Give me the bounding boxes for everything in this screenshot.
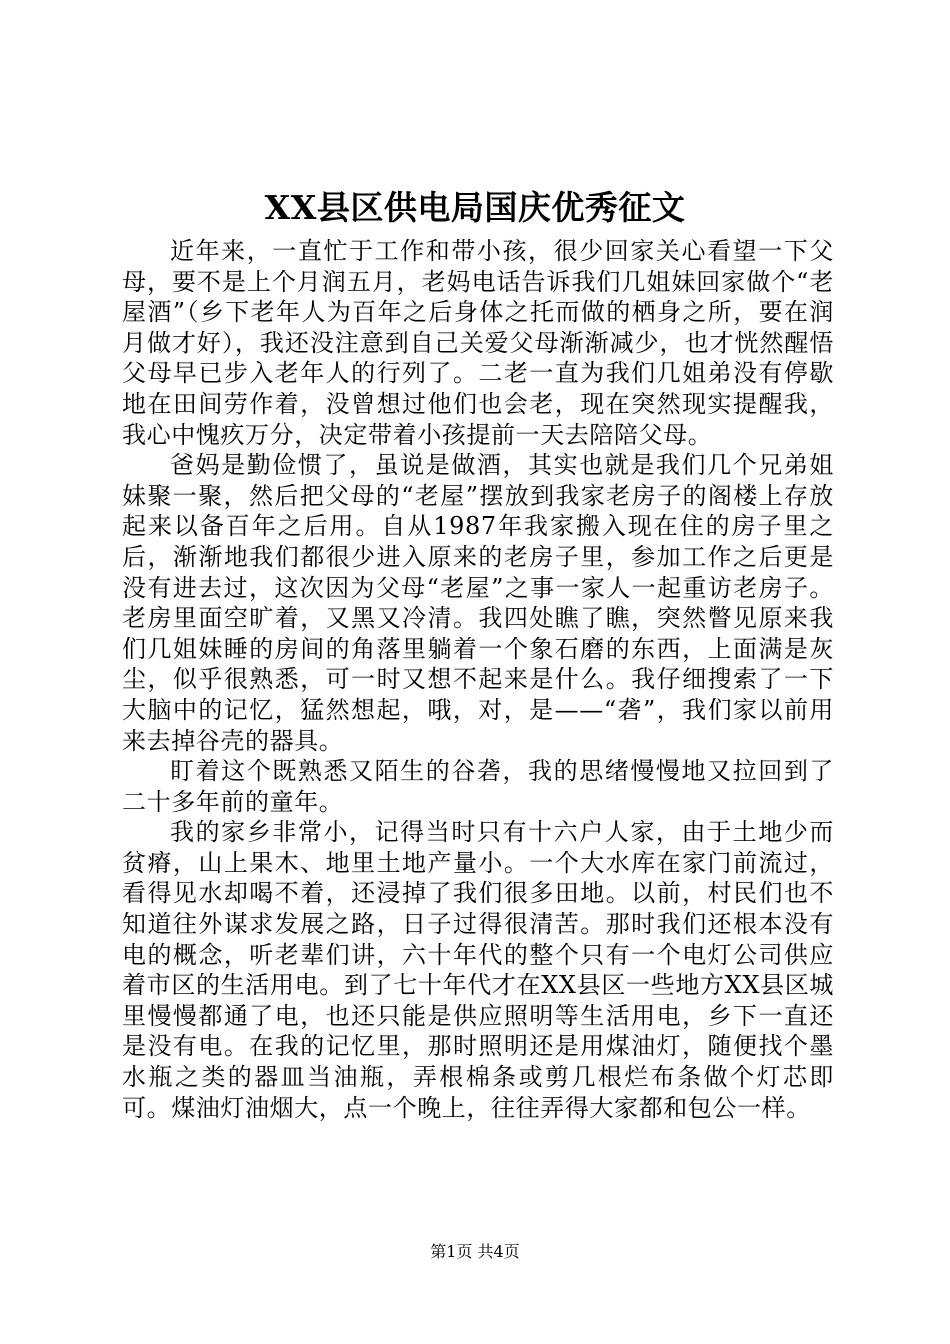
page-number-footer: 第1页 共4页 xyxy=(430,1242,520,1261)
paragraph-3: 盯着这个既熟悉又陌生的谷砻，我的思绪慢慢地又拉回到了二十多年前的童年。 xyxy=(122,757,834,816)
paragraph-4: 我的家乡非常小，记得当时只有十六户人家，由于土地少而贫瘠，山上果木、地里土地产量小。一个大水库在家门前流过，看得见水却喝不着，还浸掉了我们很多田地。以前，村民们也不知道往外谋求发展之路，日子过得很清苦。那时我们还根本没有电的概念，听老辈们讲，六十年代的整个只有一个电灯公司供应着市区的生活用电。到了七十年代才在XX县区一些地方XX县区城里慢慢都通了电，也还只能是供应照明等生活用电，乡下一直还是没有电。在我的记忆里，那时照明还是用煤油灯，随便找个墨水瓶之类的器皿当油瓶，弄根棉条或剪几根烂布条做个灯芯即可。煤油灯油烟大，点一个晚上，往往弄得大家都和包公一样。 xyxy=(122,818,834,1122)
paragraph-1: 近年来，一直忙于工作和带小孩，很少回家关心看望一下父母，要不是上个月润五月，老妈电话告诉我们几姐妹回家做个“老屋酒”（乡下老年人为百年之后身体之托而做的栖身之所，要在润月做才好），我还没注意到自己关爱父母渐渐减少，也才恍然醒悟父母早已步入老年人的行列了。二老一直为我们几姐弟没有停歇地在田间劳作着，没曾想过他们也会老，现在突然现实提醒我，我心中愧疚万分，决定带着小孩提前一天去陪陪父母。 xyxy=(122,237,834,449)
paragraph-2: 爸妈是勤俭惯了，虽说是做酒，其实也就是我们几个兄弟姐妹聚一聚，然后把父母的“老屋”摆放到我家老房子的阁楼上存放起来以备百年之后用。自从1987年我家搬入现在住的房子里之后，渐渐地我们都很少进入原来的老房子里，参加工作之后更是没有进去过，这次因为父母“老屋”之事一家人一起重访老房子。老房里面空旷着，又黑又冷清。我四处瞧了瞧，突然瞥见原来我们几姐妹睡的房间的角落里躺着一个象石磨的东西，上面满是灰尘，似乎很熟悉，可一时又想不起来是什么。我仔细搜索了一下大脑中的记忆，猛然想起，哦，对，是——“砻”，我们家以前用来去掉谷壳的器具。 xyxy=(122,451,834,755)
document-body xyxy=(122,236,834,1123)
document-title: XX县区供电局国庆优秀征文 xyxy=(264,188,686,227)
